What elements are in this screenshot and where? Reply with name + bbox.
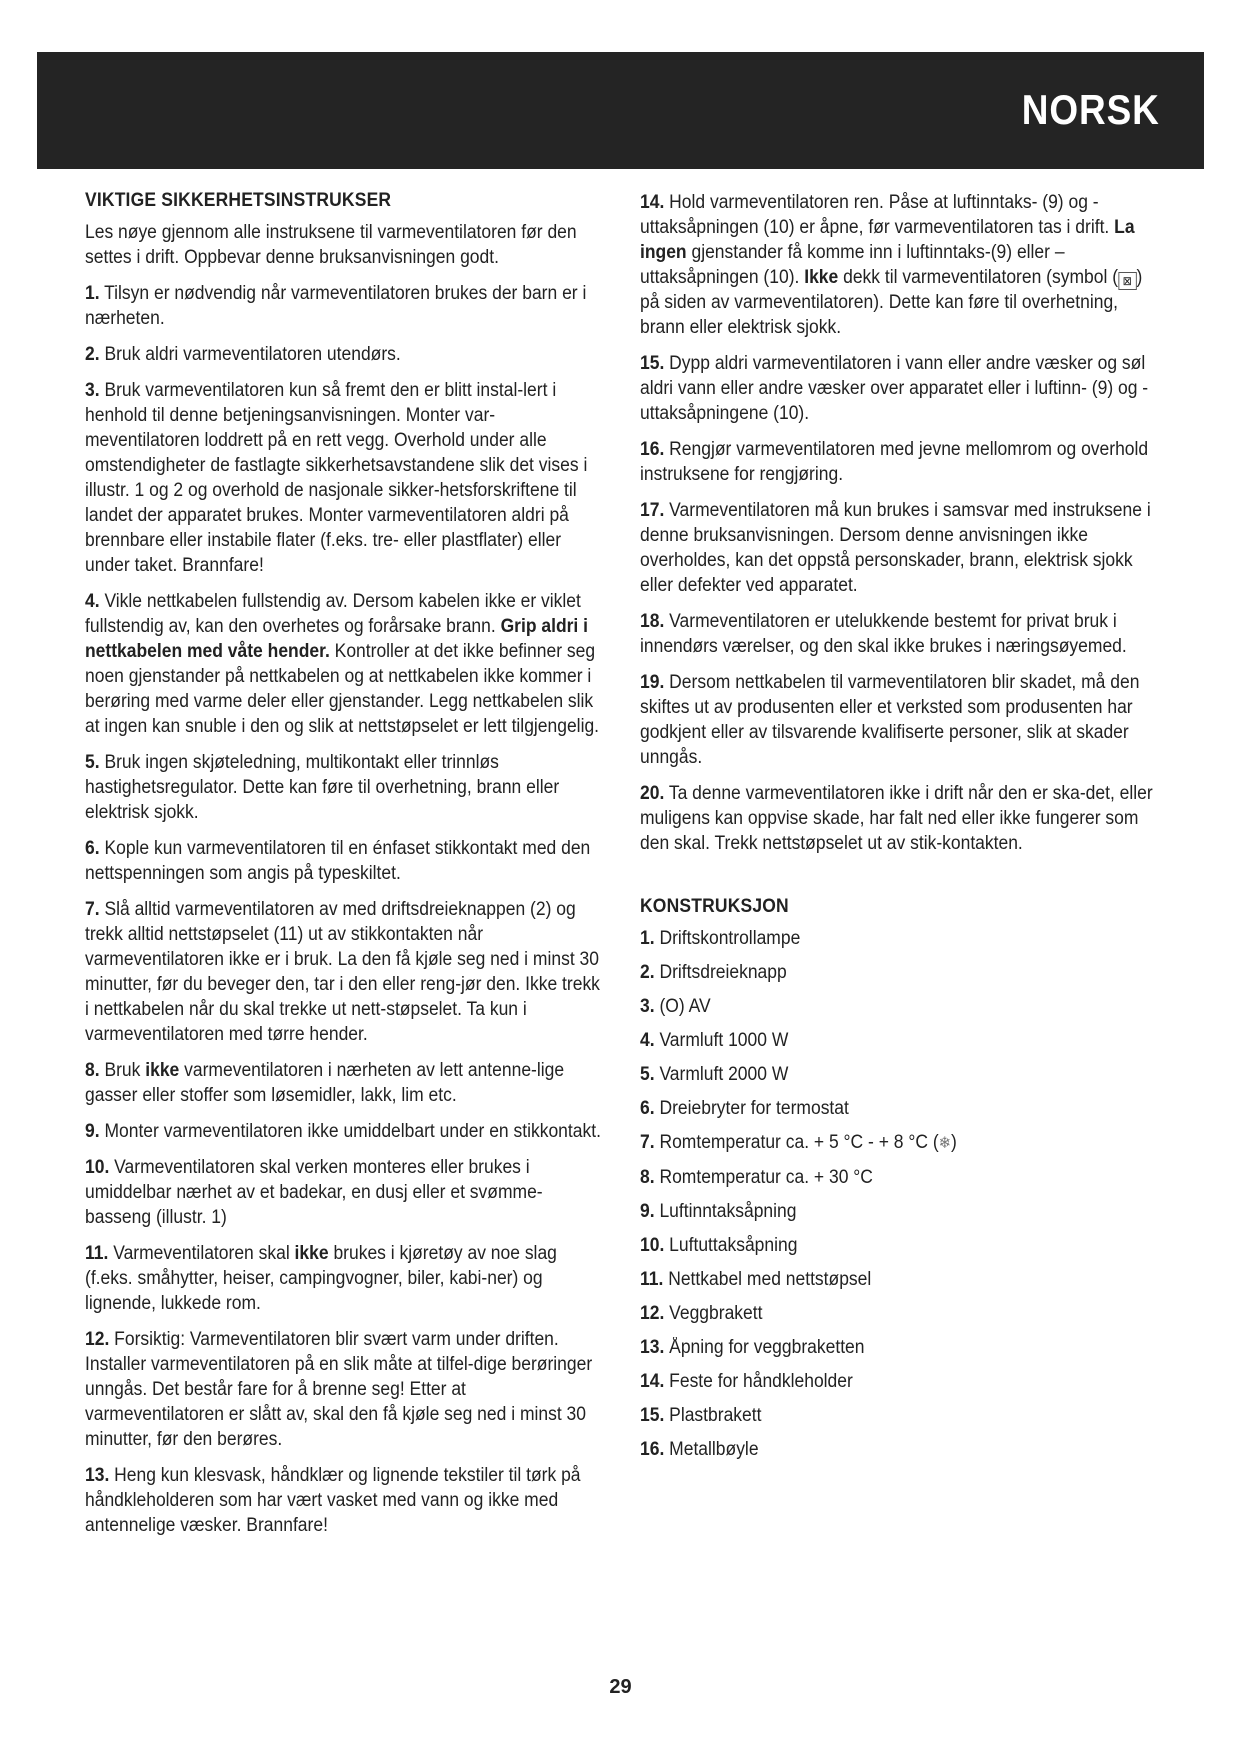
safety-item-18: 18. Varmeventilatoren er utelukkende bestemt for privat bruk i innendørs værelser, og den skal ikke brukes i næringsøyemed. [640,611,1127,657]
safety-item-4: 4. Vikle nettkabelen fullstendig av. Dersom kabelen ikke er viklet fullstendig av, kan den overhetes og forårsake brann. Grip aldri i nettkabelen med våte hender. Kontroller at det ikke befinner seg noen gjenstander på nettkabelen og at nettkabelen ikke kommer i berøring med varme deler eller gjenstander. Legg nettkabelen slik at ingen kan snuble i den og slik at nettstøpselet er lett tilgjengelig. [85,591,600,737]
safety-item-9: 9. Monter varmeventilatoren ikke umiddelbart under en stikkontakt. [85,1121,601,1142]
safety-item-7: 7. Slå alltid varmeventilatoren av med driftsdreieknappen (2) og trekk alltid nettstøpselet (11) ut av stikkontakten når varmeventilatoren ikke er i bruk. La den få kjøle seg ned i minst 30 minutter, før du beveger den, tar i den eller reng-jør den. Ikke trekk i nettkabelen når du skal trekke ut nett-støpselet. Ta kun i varmeventilatoren med tørre hender. [85,899,600,1045]
safety-item-16: 16. Rengjør varmeventilatoren med jevne mellomrom og overhold instruksene for rengjøring. [640,439,1149,485]
construction-item: 1. Driftskontrollampe [640,928,801,949]
construction-item: 6. Dreiebryter for termostat [640,1098,849,1119]
construction-item: 8. Romtemperatur ca. + 30 °C [640,1167,873,1188]
language-title: NORSK [1022,86,1160,133]
language-header-bar [37,52,1204,169]
construction-item: 2. Driftsdreieknapp [640,962,787,983]
construction-item: 9. Luftinntaksåpning [640,1201,797,1222]
construction-item: 13. Åpning for veggbraketten [640,1337,865,1358]
do-not-cover-icon: ⊠ [1118,272,1136,290]
safety-item-3: 3. Bruk varmeventilatoren kun så fremt den er blitt instal-lert i henhold til denne betjeningsanvisningen. Monter var-meventilatoren loddrett på en rett vegg. Overhold under alle omstendigheter de fastlagte sikkerhetsavstandene slik det vises i illustr. 1 og 2 og overhold de nasjonale sikker-hetsforskriftene til landet der apparatet brukes. Monter varmeventilatoren aldri på brennbare eller instabile flater (f.eks. tre- eller plastflater) eller under taket. Brannfare! [85,380,588,576]
construction-item: 5. Varmluft 2000 W [640,1064,789,1085]
page-number: 29 [609,1676,632,1698]
construction-title: KONSTRUKSJON [640,896,789,917]
safety-item-17: 17. Varmeventilatoren må kun brukes i samsvar med instruksene i denne bruksanvisningen. Dersom denne anvisningen ikke overholdes, kan det oppstå personskader, brann, elektrisk sjokk eller defekter ved apparatet. [640,500,1151,596]
safety-item-6: 6. Kople kun varmeventilatoren til en énfaset stikkontakt med den nettspenningen som angis på typeskiltet. [85,838,591,884]
construction-item: 16. Metallbøyle [640,1439,759,1460]
construction-item: 11. Nettkabel med nettstøpsel [640,1269,872,1290]
safety-item-2: 2. Bruk aldri varmeventilatoren utendørs. [85,344,401,365]
construction-item: 12. Veggbrakett [640,1303,763,1324]
safety-item-1: 1. Tilsyn er nødvendig når varmeventilatoren brukes der barn er i nærheten. [85,283,587,329]
safety-intro: Les nøye gjennom alle instruksene til varmeventilatoren før den settes i drift. Oppbevar denne bruksanvisningen godt. [85,222,577,268]
safety-item-20: 20. Ta denne varmeventilatoren ikke i drift når den er ska-det, eller muligens kan oppvise skade, har falt ned eller ikke fungerer som den skal. Trekk nettstøpselet ut av stik-kontakten. [640,783,1153,854]
snowflake-icon: ❄ [938,1135,951,1152]
construction-item: 15. Plastbrakett [640,1405,762,1426]
construction-item: 14. Feste for håndkleholder [640,1371,853,1392]
safety-item-19: 19. Dersom nettkabelen til varmeventilatoren blir skadet, må den skiftes ut av produsenten eller et verksted som produsenten har godkjent eller av tilsvarende kvalifiserte personer, slik at skader unngås. [640,672,1140,768]
safety-item-14: 14. Hold varmeventilatoren ren. Påse at luftinntaks- (9) og -uttaksåpningen (10) er åpne, før varmeventilatoren tas i drift. La ingen gjenstander få komme inn i luftinntaks-(9) eller –uttaksåpningen (10). Ikke dekk til varmeventilatoren (symbol ( ⊠ ) på siden av varmeventilatoren). Dette kan føre til overhetning, brann eller elektrisk sjokk. [640,192,1143,338]
construction-item: 4. Varmluft 1000 W [640,1030,789,1051]
safety-item-12: 12. Forsiktig: Varmeventilatoren blir svært varm under driften. Installer varmeventilatoren på en slik måte at tilfel-dige berøringer unngås. Det består fare for å brenne seg! Etter at varmeventilatoren er slått av, skal den få kjøle seg ned i minst 30 minutter, før den berøres. [85,1329,593,1450]
safety-item-15: 15. Dypp aldri varmeventilatoren i vann eller andre væsker og søl aldri vann eller andre væsker over apparatet eller i luftinn- (9) og -uttaksåpningene (10). [640,353,1149,424]
safety-title: VIKTIGE SIKKERHETSINSTRUKSER [85,190,392,211]
right-column [640,190,1160,1471]
safety-item-13: 13. Heng kun klesvask, håndklær og lignende tekstiler til tørk på håndkleholderen som har vært vasket med vann og ikke med antennelige væsker. Brannfare! [85,1465,581,1536]
safety-item-5: 5. Bruk ingen skjøteledning, multikontakt eller trinnløs hastighetsregulator. Dette kan føre til overhetning, brann eller elektrisk sjokk. [85,752,560,823]
safety-item-8: 8. Bruk ikke varmeventilatoren i nærheten av lett antenne-lige gasser eller stoffer som løsemidler, lakk, lim etc. [85,1060,565,1106]
construction-item: 3. (O) AV [640,996,711,1017]
safety-item-11: 11. Varmeventilatoren skal ikke brukes i kjøretøy av noe slag (f.eks. småhytter, heiser, campingvogner, biler, kabi-ner) og lignende, lukkede rom. [85,1243,557,1314]
construction-list [640,926,1160,1462]
construction-item: 10. Luftuttaksåpning [640,1235,798,1256]
safety-item-10: 10. Varmeventilatoren skal verken monteres eller brukes i umiddelbar nærhet av et badekar, en dusj eller et svømme-basseng (illustr. 1) [85,1157,543,1228]
left-column [85,190,605,1549]
construction-item: 7. Romtemperatur ca. + 5 °C - + 8 °C (❄) [640,1132,957,1153]
